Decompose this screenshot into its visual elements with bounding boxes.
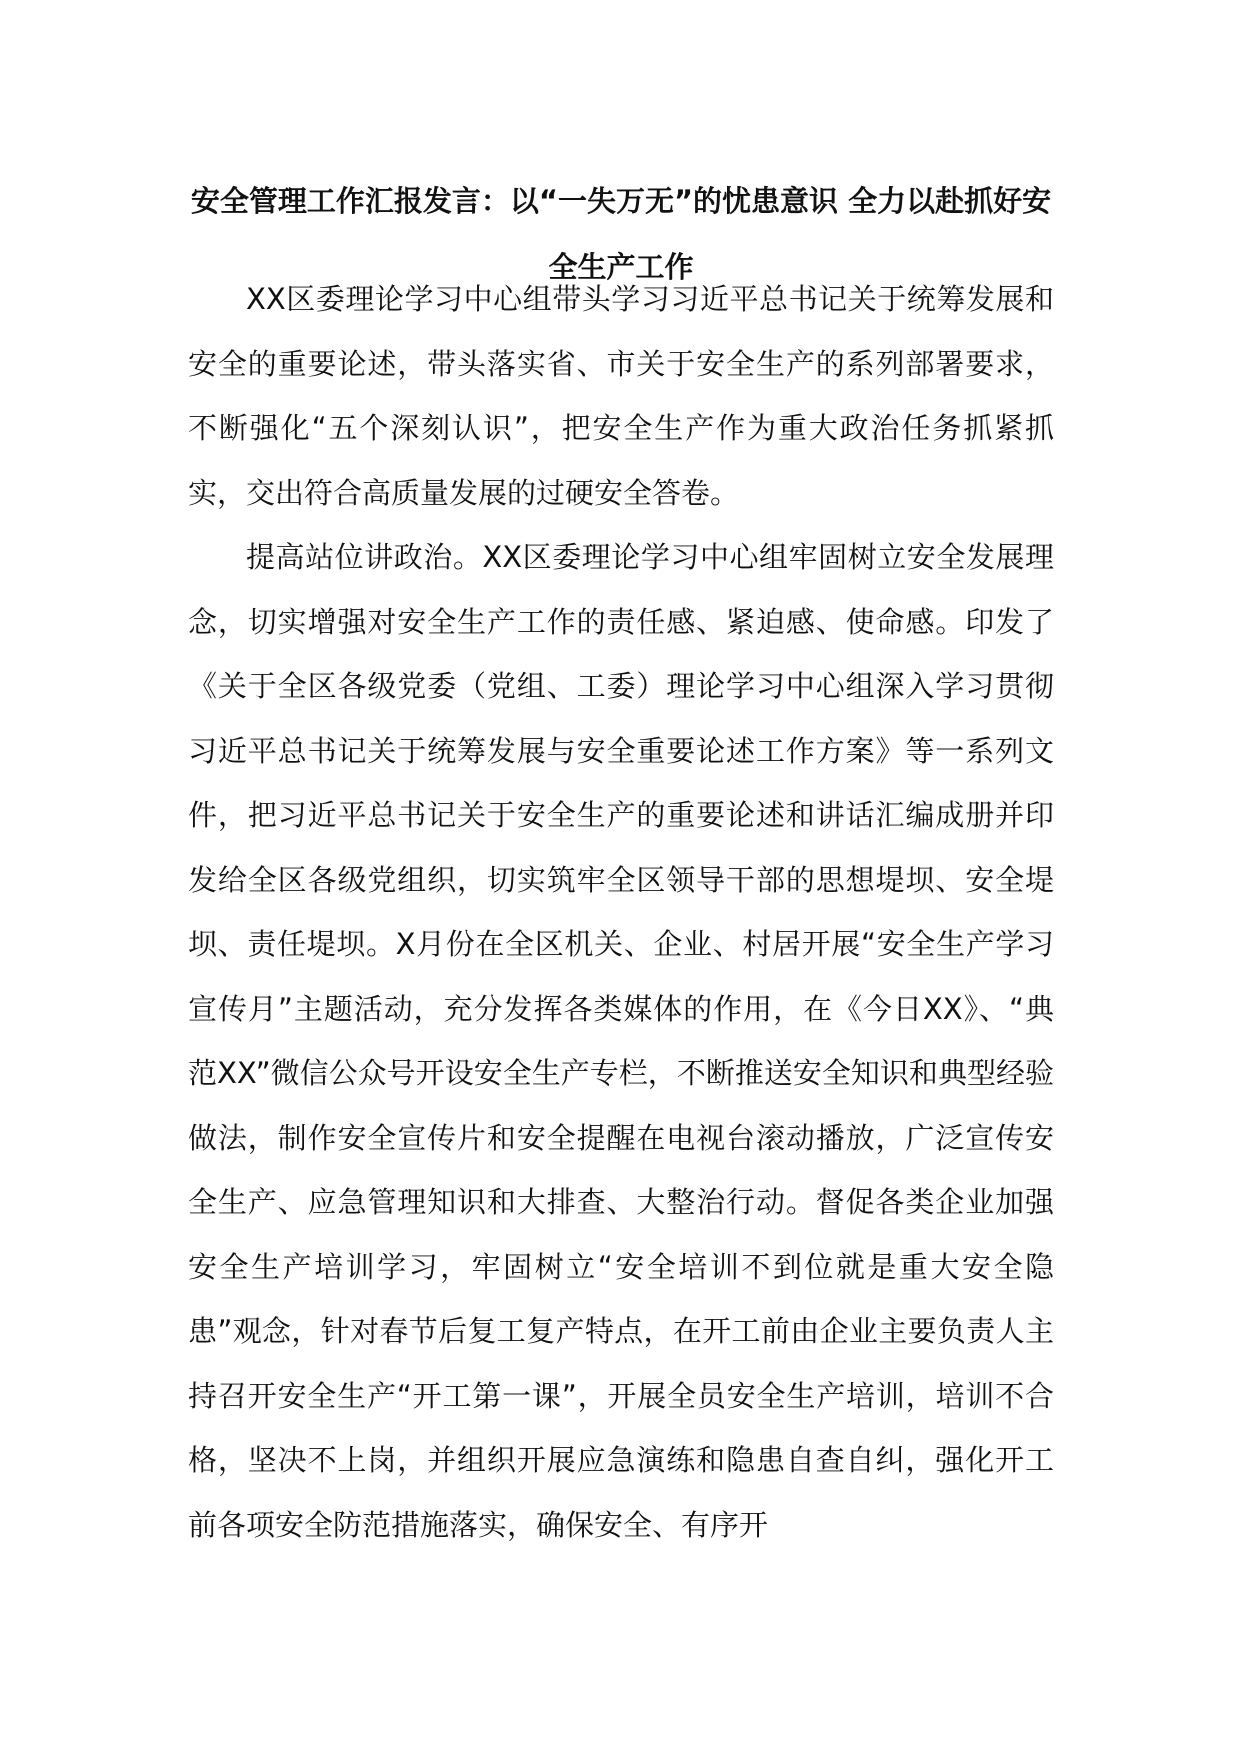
paragraph-intro: XX区委理论学习中心组带头学习习近平总书记关于统筹发展和安全的重要论述，带头落实省、市关于安全生产的系列部署要求，不断强化“五个深刻认识”，把安全生产作为重大政治任务抓紧抓实，交出符合高质量发展的过硬安全答卷。 xyxy=(188,282,1054,510)
document-title: 安全管理工作汇报发言：以“一失万无”的忧患意识 全力以赴抓好安全生产工作 xyxy=(190,184,1052,284)
paragraph-political-stance: 提高站位讲政治。XX区委理论学习中心组牢固树立安全发展理念，切实增强对安全生产工作的责任感、紧迫感、使命感。印发了《关于全区各级党委（党组、工委）理论学习中心组深入学习贯彻习近平总书记关于统筹发展与安全重要论述工作方案》等一系列文件，把习近平总书记关于安全生产的重要论述和讲话汇编成册并印发给全区各级党组织，切实筑牢全区领导干部的思想堤坝、安全堤坝、责任堤坝。X月份在全区机关、企业、村居开展“安全生产学习宣传月”主题活动，充分发挥各类媒体的作用，在《今日XX》、“典范XX”微信公众号开设安全生产专栏，不断推送安全知识和典型经验做法，制作安全宣传片和安全提醒在电视台滚动播放，广泛宣传安全生产、应急管理知识和大排查、大整治行动。督促各类企业加强安全生产培训学习，牢固树立“安全培训不到位就是重大安全隐患”观念，针对春节后复工复产特点，在开工前由企业主要负责人主持召开安全生产“开工第一课”，开展全员安全生产培训，培训不合格，坚决不上岗，并组织开展应急演练和隐患自查自纠，强化开工前各项安全防范措施落实，确保安全、有序开 xyxy=(188,540,1054,1542)
document-body xyxy=(188,267,1054,1557)
